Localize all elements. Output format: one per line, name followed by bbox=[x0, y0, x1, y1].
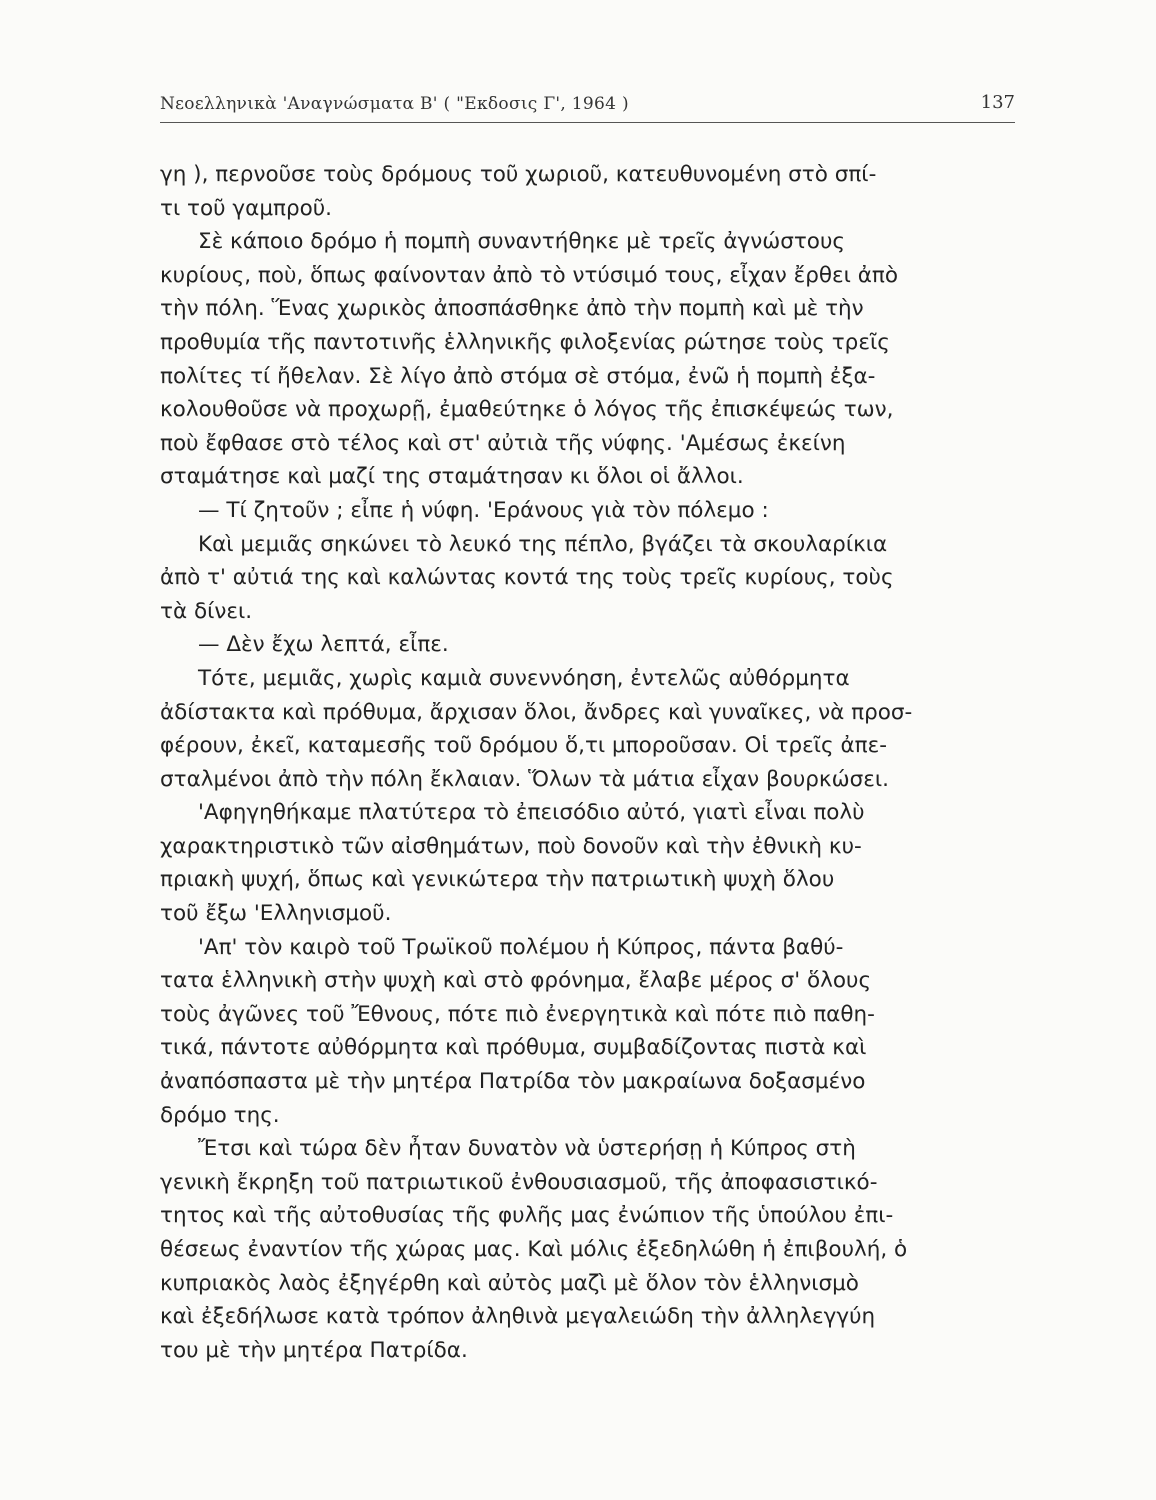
text-line: τὴν πόλη. Ἕνας χωρικὸς ἀποσπάσθηκε ἀπὸ τὴν πομπὴ καὶ μὲ τὴν bbox=[160, 296, 864, 322]
text-line: ἀναπόσπαστα μὲ τὴν μητέρα Πατρίδα τὸν μακραίωνα δοξασμένο bbox=[160, 1069, 866, 1095]
text-line: σταλμένοι ἀπὸ τὴν πόλη ἔκλαιαν. Ὅλων τὰ μάτια εἶχαν βουρκώσει. bbox=[160, 766, 889, 792]
text-line: Ἔτσι καὶ τώρα δὲν ἦταν δυνατὸν νὰ ὑστερήσῃ ἡ Κύπρος στὴ bbox=[198, 1136, 856, 1162]
text-line: γενικὴ ἔκρηξη τοῦ πατριωτικοῦ ἐνθουσιασμοῦ, τῆς ἀποφασιστικό- bbox=[160, 1169, 878, 1195]
header-title: Νεοελληνικὰ 'Αναγνώσματα Β' ( "Εκδοσις Γ', 1964 ) bbox=[160, 94, 629, 114]
text-line: προθυμία τῆς παντοτινῆς ἑλληνικῆς φιλοξενίας ρώτησε τοὺς τρεῖς bbox=[160, 329, 890, 355]
text-line: Σὲ κάποιο δρόμο ἡ πομπὴ συναντήθηκε μὲ τρεῖς ἀγνώστους bbox=[198, 229, 846, 255]
text-line: κολουθοῦσε νὰ προχωρῇ, ἐμαθεύτηκε ὁ λόγος τῆς ἐπισκέψεώς των, bbox=[160, 397, 894, 423]
text-line: γη ), περνοῦσε τοὺς δρόμους τοῦ χωριοῦ, κατευθυνομένη στὸ σπί- bbox=[160, 162, 877, 187]
running-header bbox=[160, 90, 1015, 123]
text-line: ἀπὸ τ' αὐτιά της καὶ καλώντας κοντά της τοὺς τρεῖς κυρίους, τοὺς bbox=[160, 565, 894, 591]
text-line: τοῦ ἔξω 'Ελληνισμοῦ. bbox=[160, 901, 392, 927]
text-line: 'Απ' τὸν καιρὸ τοῦ Τρωϊκοῦ πολέμου ἡ Κύπρος, πάντα βαθύ- bbox=[198, 934, 844, 960]
text-line: ἀδίστακτα καὶ πρόθυμα, ἄρχισαν ὅλοι, ἄνδρες καὶ γυναῖκες, νὰ προσ- bbox=[160, 699, 913, 725]
text-line: φέρουν, ἐκεῖ, καταμεσῆς τοῦ δρόμου ὅ,τι μποροῦσαν. Οἱ τρεῖς ἀπε- bbox=[160, 733, 887, 759]
text-line: ποὺ ἔφθασε στὸ τέλος καὶ στ' αὐτιὰ τῆς νύφης. 'Αμέσως ἐκείνη bbox=[160, 430, 846, 456]
text-line: Τότε, μεμιᾶς, χωρὶς καμιὰ συνεννόηση, ἐντελῶς αὐθόρμητα bbox=[198, 665, 850, 691]
page-number: 137 bbox=[980, 92, 1015, 113]
text-line: τοὺς ἀγῶνες τοῦ Ἔθνους, πότε πιὸ ἐνεργητικὰ καὶ πότε πιὸ παθη- bbox=[160, 1001, 875, 1027]
text-line: — Τί ζητοῦν ; εἶπε ἡ νύφη. 'Εράνους γιὰ τὸν πόλεμο : bbox=[198, 497, 769, 523]
text-line: σταμάτησε καὶ μαζί της σταμάτησαν κι ὅλοι οἱ ἄλλοι. bbox=[160, 464, 744, 490]
body-text bbox=[160, 158, 1022, 1367]
text-line: θέσεως ἐναντίον τῆς χώρας μας. Καὶ μόλις ἐξεδηλώθη ἡ ἐπιβουλή, ὁ bbox=[160, 1237, 908, 1262]
text-line: τι τοῦ γαμπροῦ. bbox=[160, 195, 333, 221]
text-line: χαρακτηριστικὸ τῶν αἰσθημάτων, ποὺ δονοῦν καὶ τὴν ἐθνικὴ κυ- bbox=[160, 833, 862, 859]
text-line: κυπριακὸς λαὸς ἐξηγέρθη καὶ αὐτὸς μαζὶ μὲ ὅλον τὸν ἑλληνισμὸ bbox=[160, 1270, 859, 1296]
text-line: τατα ἑλληνικὴ στὴν ψυχὴ καὶ στὸ φρόνημα, ἔλαβε μέρος σ' ὅλους bbox=[160, 968, 872, 994]
text-line: Καὶ μεμιᾶς σηκώνει τὸ λευκό της πέπλο, βγάζει τὰ σκουλαρίκια bbox=[198, 531, 888, 557]
text-line: τὰ δίνει. bbox=[160, 598, 253, 624]
text-line: τητος καὶ τῆς αὐτοθυσίας τῆς φυλῆς μας ἐνώπιον τῆς ὑπούλου ἐπι- bbox=[160, 1203, 894, 1229]
text-line: τικά, πάντοτε αὐθόρμητα καὶ πρόθυμα, συμβαδίζοντας πιστὰ καὶ bbox=[160, 1035, 867, 1061]
text-line: — Δὲν ἔχω λεπτά, εἶπε. bbox=[198, 632, 449, 658]
text-line: καὶ ἐξεδήλωσε κατὰ τρόπον ἀληθινὰ μεγαλειώδη τὴν ἀλληλεγγύη bbox=[160, 1304, 876, 1330]
text-line: δρόμο της. bbox=[160, 1102, 280, 1128]
text-line: 'Αφηγηθήκαμε πλατύτερα τὸ ἐπεισόδιο αὐτό, γιατὶ εἶναι πολὺ bbox=[198, 800, 865, 826]
text-line: του μὲ τὴν μητέρα Πατρίδα. bbox=[160, 1337, 468, 1363]
text-line: κυρίους, ποὺ, ὅπως φαίνονταν ἀπὸ τὸ ντύσιμό τους, εἶχαν ἔρθει ἀπὸ bbox=[160, 262, 899, 288]
text-line: πριακὴ ψυχή, ὅπως καὶ γενικώτερα τὴν πατριωτικὴ ψυχὴ ὅλου bbox=[160, 867, 835, 893]
text-line: πολίτες τί ἤθελαν. Σὲ λίγο ἀπὸ στόμα σὲ στόμα, ἐνῶ ἡ πομπὴ ἐξα- bbox=[160, 363, 876, 389]
